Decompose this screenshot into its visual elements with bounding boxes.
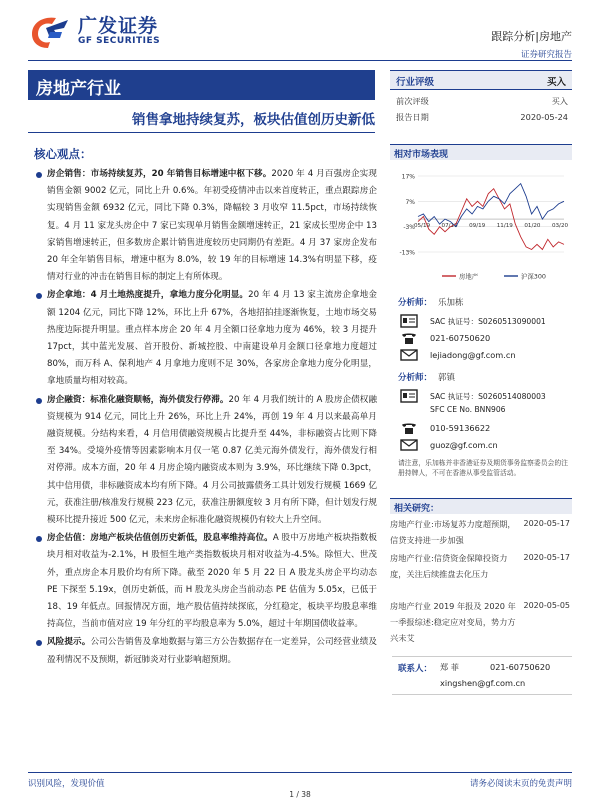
analyst-label: 分析师： <box>398 373 433 383</box>
brand-name-en: GF SECURITIES <box>78 35 161 46</box>
bullet-risk <box>34 634 377 668</box>
market-performance-title: 相对市场表现 <box>394 150 449 160</box>
bullet-body: 公司公告销售及拿地数据与第三方公告数据存在一定差异，公司经营业绩及盈利情况不及预期，新冠肺炎对行业影响超预期。 <box>47 637 377 665</box>
bullet-land <box>34 287 377 390</box>
phone-icon <box>400 421 418 435</box>
bullet-body: 20 年 4 月我们统计的 A 股房企债权融资规模为 914 亿元，同比上升 26%，环比上升 24%，再创 19 年 4 月以来最高单月融资规模。分结构来看，4 月信用债融资规模占比提升至 44%，非标融资占比则下降至 34%。受境外疫情等因素影响本月仅一笔 0.87 亿美元海外债发行，海外债发行相对停滞。成本方面，20 年 4 月房企境内融资成本则为 3.9%，环比继续下降 0.3pct，其中信用债，非标融资成本均有所下降。4 月公司披露债务工具计划发行规模 1669 亿元，获准注册/核准发行规模 223 亿元，获准注册额度较 3 月有所下降，但计划发行规模环比提升接近 500 亿元，未来房企标准化融资规模仍有较大上升空间。 <box>47 394 377 526</box>
report-date-value: 2020-05-24 <box>520 112 568 122</box>
relative-performance-chart <box>392 168 572 288</box>
x-tick-label: 01/20 <box>524 223 541 230</box>
industry-banner <box>28 70 375 100</box>
related-item-date: 2020-05-17 <box>523 519 570 528</box>
bullet-financing <box>34 392 377 530</box>
analyst-sac-number: SAC 执证号：S0260514080003 <box>430 392 546 401</box>
bullet-body: 20 年 4 月 13 家主流房企拿地金额 1204 亿元，同比下降 12%，环比上升 67%，各地招拍挂逐渐恢复，土地市场交易热度边际提升明显。重点样本房企 20 年 4 月全额口径拿地力度为 46%，较 3 月提升 17pct，其中蓝光发展、首开股份、新城控股、中南建设单月金额口径拿地力度超过 80%，而万科 A、保利地产 4 月拿地力度则不足 30%，各家房企拿地力度分化明显，拿地质量均相对较高。 <box>47 290 377 387</box>
analyst-label: 分析师： <box>398 298 433 308</box>
related-research-header <box>390 498 572 514</box>
bullet-heading: 房企拿地：4 月土地热度提升，拿地力度分化明显。 <box>47 290 249 301</box>
email-icon <box>400 438 418 452</box>
previous-rating <box>396 96 568 107</box>
analyst-name: 郭镇 <box>438 373 456 383</box>
y-tick-label: 7% <box>405 198 415 206</box>
related-item-title[interactable]: 房地产行业:市场复苏力度超预期，信贷支持进一步加强 <box>390 519 516 545</box>
analyst-sac-number: SAC 执证号：S0260513090001 <box>430 317 546 326</box>
analyst-sfc-number: SFC CE No. BNN906 <box>430 405 506 414</box>
bullet-sales <box>34 166 377 286</box>
contact-divider <box>392 656 572 657</box>
related-item-date: 2020-05-05 <box>523 601 570 610</box>
related-item[interactable] <box>390 516 572 548</box>
x-tick-label: 05/19 <box>413 223 431 230</box>
bullet-heading: 房企销售：市场持续复苏，20 年销售目标增速中枢下移。 <box>47 169 272 179</box>
contact-phone: 021-60750620 <box>490 662 551 672</box>
page-number: 1 / 38 <box>289 790 311 799</box>
analyst-email[interactable]: guoz@gf.com.cn <box>430 440 498 450</box>
related-item-title[interactable]: 房地产行业 2019 年报及 2020 年一季报综述:稳定应对变局，势力方兴未艾 <box>390 601 516 643</box>
id-card-icon <box>400 314 418 328</box>
contact-divider <box>392 694 572 695</box>
analyst-email[interactable]: lejiadong@gf.com.cn <box>430 350 516 360</box>
bullet-heading: 房企融资：标准化融资顺畅，海外债发行停滞。 <box>47 394 229 405</box>
report-subtitle: 证券研究报告 <box>520 50 572 60</box>
contact-name: 郑 菲 <box>440 662 459 672</box>
y-tick-label: -3% <box>403 224 415 232</box>
related-research-title: 相关研究： <box>394 504 440 514</box>
x-tick-label: 11/19 <box>496 223 513 230</box>
header-divider <box>28 60 572 61</box>
related-item[interactable] <box>390 550 572 582</box>
related-item-title[interactable]: 房地产行业:信贷资金保障投资力度，关注后续推盘去化压力 <box>390 553 508 579</box>
related-item[interactable] <box>390 598 572 646</box>
bullet-valuation <box>34 530 377 633</box>
previous-rating-label: 前次评级 <box>396 96 429 106</box>
footer-slogan: 识别风险，发现价值 <box>28 779 105 789</box>
y-tick-label: 17% <box>401 173 415 181</box>
phone-icon <box>400 331 418 345</box>
report-date-label: 报告日期 <box>396 112 429 122</box>
x-tick-label: 03/20 <box>551 223 569 230</box>
footer-disclaimer-link[interactable]: 请务必阅读末页的免责声明 <box>469 779 572 789</box>
brand-name-cn: 广发证券 <box>78 14 159 37</box>
contact-label: 联系人： <box>398 664 433 674</box>
bullet-heading: 风险提示。 <box>47 637 91 648</box>
footer-divider <box>28 772 572 773</box>
x-tick-label: 07/19 <box>441 223 458 230</box>
rating-value: 买入 <box>546 77 566 88</box>
page-header <box>0 0 600 62</box>
bullet-body: A 股中万房地产板块指数板块月相对收益为-2.1%，H 股恒生地产类指数板块月相对收益为-4.5%。除恒大、世茂外，重点房企本月股价均有所下降。截至 2020 年 5 月 22 日 A 股龙头房企平均动态 PE 下探至 5.19x，创历史新低，而 H 股龙头房企当前动态 PE 估值为 5.05x，已低于 18、19 年低点。回报情况方面，地产股估值持续探底，分红稳定，板块平均股息率维持高位，当前市值对应 19 年分红的平均股息率为 5.0%，超过十年期国债收益率。 <box>47 533 378 630</box>
bullet-body: 2020 年 4 月百强房企实现销售金额 9002 亿元，同比上升 0.6%。年初受疫情冲击以来首度转正，重点跟踪房企实现销售金额 6932 亿元，同比下降 0.3%，降幅较 3 月收窄 11.5pct，市场持续恢复。4 月 11 家龙头房企中 7 家已实现单月销售金额增速转正，21 家成长型房企中 13 家销售增速转正，但多数房企累计销售进度较历史同期仍有差距。4 月 37 家房企发布 20 年全年销售目标，增速中枢为 8.0%，较 19 年的目标增速 14.3%有明显下移，疫情对行业的冲击在销售目标的制定上有所体现。 <box>47 169 377 283</box>
report-title: 销售拿地持续复苏，板块估值创历史新低 <box>132 112 375 128</box>
legend-label: 房地产 <box>459 272 479 281</box>
analyst-name: 乐加栋 <box>438 298 464 308</box>
contact-email[interactable]: xingshen@gf.com.cn <box>440 678 526 688</box>
report-date <box>396 112 568 123</box>
license-note: 请注意，乐加栋并非香港证券及期货事务监察委员会的注册持牌人，不可在香港从事受监管活动。 <box>398 459 568 477</box>
y-tick-label: -13% <box>399 249 415 257</box>
brand-logo <box>28 14 160 48</box>
bullet-heading: 房企估值：房地产板块估值创历史新低，股息率维持高位。 <box>47 533 273 544</box>
rating-label: 行业评级 <box>396 77 435 88</box>
x-tick-label: 09/19 <box>469 223 486 230</box>
market-performance-header <box>390 144 572 160</box>
industry-name: 房地产行业 <box>36 79 121 99</box>
legend-label: 沪深300 <box>521 272 546 281</box>
gf-logo-icon <box>28 14 72 48</box>
title-divider <box>28 132 375 133</box>
analyst-phone: 021-60750620 <box>430 333 491 343</box>
rating-bar <box>390 70 572 90</box>
analyst-phone: 010-59136622 <box>430 423 491 433</box>
id-card-icon <box>400 389 418 403</box>
core-views-heading: 核心观点： <box>34 147 92 161</box>
email-icon <box>400 348 418 362</box>
related-item-date: 2020-05-17 <box>523 553 570 562</box>
report-type: 跟踪分析|房地产 <box>491 30 572 43</box>
core-views-list <box>34 166 377 669</box>
previous-rating-value: 买入 <box>551 96 568 106</box>
